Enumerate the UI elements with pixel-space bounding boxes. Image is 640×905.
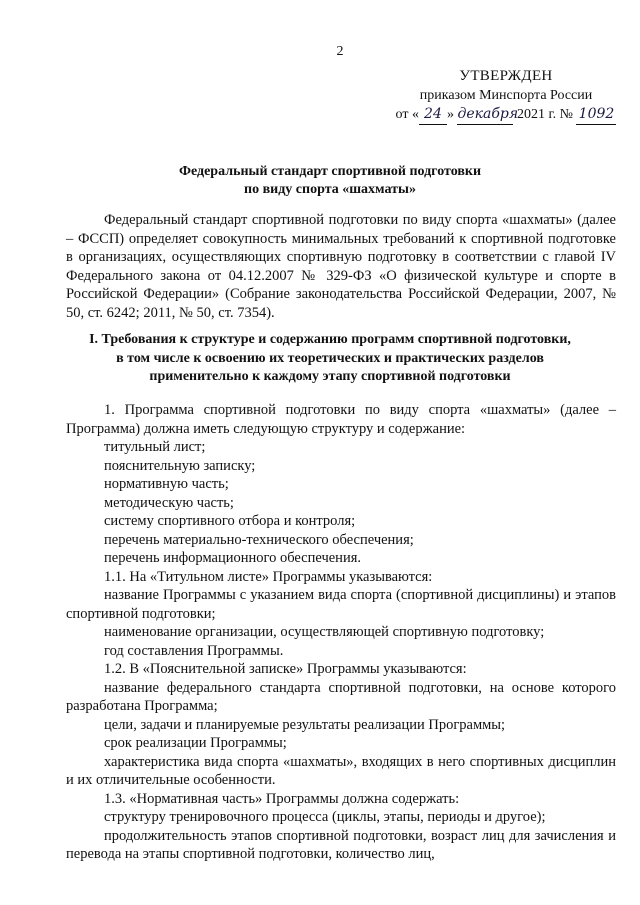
paragraph-1-2-b: цели, задачи и планируемые результаты реализации Программы; — [104, 716, 506, 733]
list-item: нормативную часть; — [104, 476, 229, 492]
paragraph-1-1-a: название Программы с указанием вида спорта (спортивной дисциплины) и этапов спортивной подготовки; — [66, 587, 616, 622]
document-title — [0, 163, 640, 199]
section-1-line-2: в том числе к освоению их теоретических и практических разделов — [116, 350, 544, 366]
doc-number-handwritten: 1092 — [576, 105, 616, 125]
list-item: методическую часть; — [104, 494, 234, 511]
section-1-line-3: применительно к каждому этапу спортивной подготовки — [149, 369, 511, 384]
date-year: 2021 г. № — [516, 107, 573, 122]
section-1-body — [66, 401, 616, 864]
section-1-line-1: I. Требования к структуре и содержанию программ спортивной подготовки, — [89, 332, 571, 347]
list-item: перечень информационного обеспечения. — [104, 550, 361, 566]
title-line-2: по виду спорта «шахматы» — [244, 182, 416, 197]
intro-paragraph: Федеральный стандарт спортивной подготовки по виду спорта «шахматы» (далее – ФССП) определяет совокупность минимальных требований к спортивной подготовке в организациях, осуществляющих спортивную подготовку в соответствии с главой IV Федерального закона от 04.12.2007 № 329-ФЗ «О физической культуре и спорте в Российской Федерации» (Собрание законодательства Российской Федерации, 2007, № 50, ст. 6242; 2011, № 50, ст. 7354). — [66, 212, 616, 321]
paragraph-1-3-b: продолжительность этапов спортивной подготовки, возраст лиц для зачисления и перевода на этапы спортивной подготовки, количество лиц, — [66, 827, 616, 862]
title-line-1: Федеральный стандарт спортивной подготовки — [178, 164, 482, 179]
approval-heading: УТВЕРЖДЕН — [459, 68, 553, 84]
date-sep: » — [446, 107, 454, 122]
paragraph-1-2: 1.2. В «Пояснительной записке» Программы указываются: — [104, 661, 467, 677]
paragraph-1-2-c: срок реализации Программы; — [104, 735, 287, 751]
approval-order-line: приказом Минспорта России — [419, 88, 593, 103]
paragraph-1-1-c: год составления Программы. — [104, 642, 284, 659]
approval-block — [388, 67, 624, 125]
paragraph-1-2-d: характеристика вида спорта «шахматы», входящих в него спортивных дисциплин и их отличительные особенности. — [66, 753, 616, 788]
list-item: систему спортивного отбора и контроля; — [104, 513, 356, 529]
date-month-handwritten: декабря — [457, 105, 513, 125]
date-prefix: от « — [395, 107, 419, 122]
paragraph-1-2-a: название федерального стандарта спортивной подготовки, на основе которого разработана Программа; — [66, 679, 616, 714]
list-item: пояснительную записку; — [104, 457, 256, 474]
paragraph-1-1: 1.1. На «Титульном листе» Программы указываются: — [104, 568, 433, 585]
date-day-handwritten: 24 — [419, 105, 447, 125]
list-item: перечень материально-технического обеспечения; — [104, 531, 414, 548]
page-number: 2 — [336, 44, 344, 59]
list-item: титульный лист; — [104, 439, 206, 455]
approval-date-line — [388, 105, 624, 125]
intro-block — [66, 211, 616, 322]
paragraph-1: 1. Программа спортивной подготовки по виду спорта «шахматы» (далее – Программа) должна иметь следующую структуру и содержание: — [66, 402, 616, 437]
paragraph-1-3: 1.3. «Нормативная часть» Программы должна содержать: — [104, 790, 460, 807]
paragraph-1-3-a: структуру тренировочного процесса (циклы, этапы, периоды и другое); — [104, 809, 546, 825]
paragraph-1-1-b: наименование организации, осуществляющей спортивную подготовку; — [104, 624, 545, 640]
section-1-heading — [0, 331, 640, 387]
